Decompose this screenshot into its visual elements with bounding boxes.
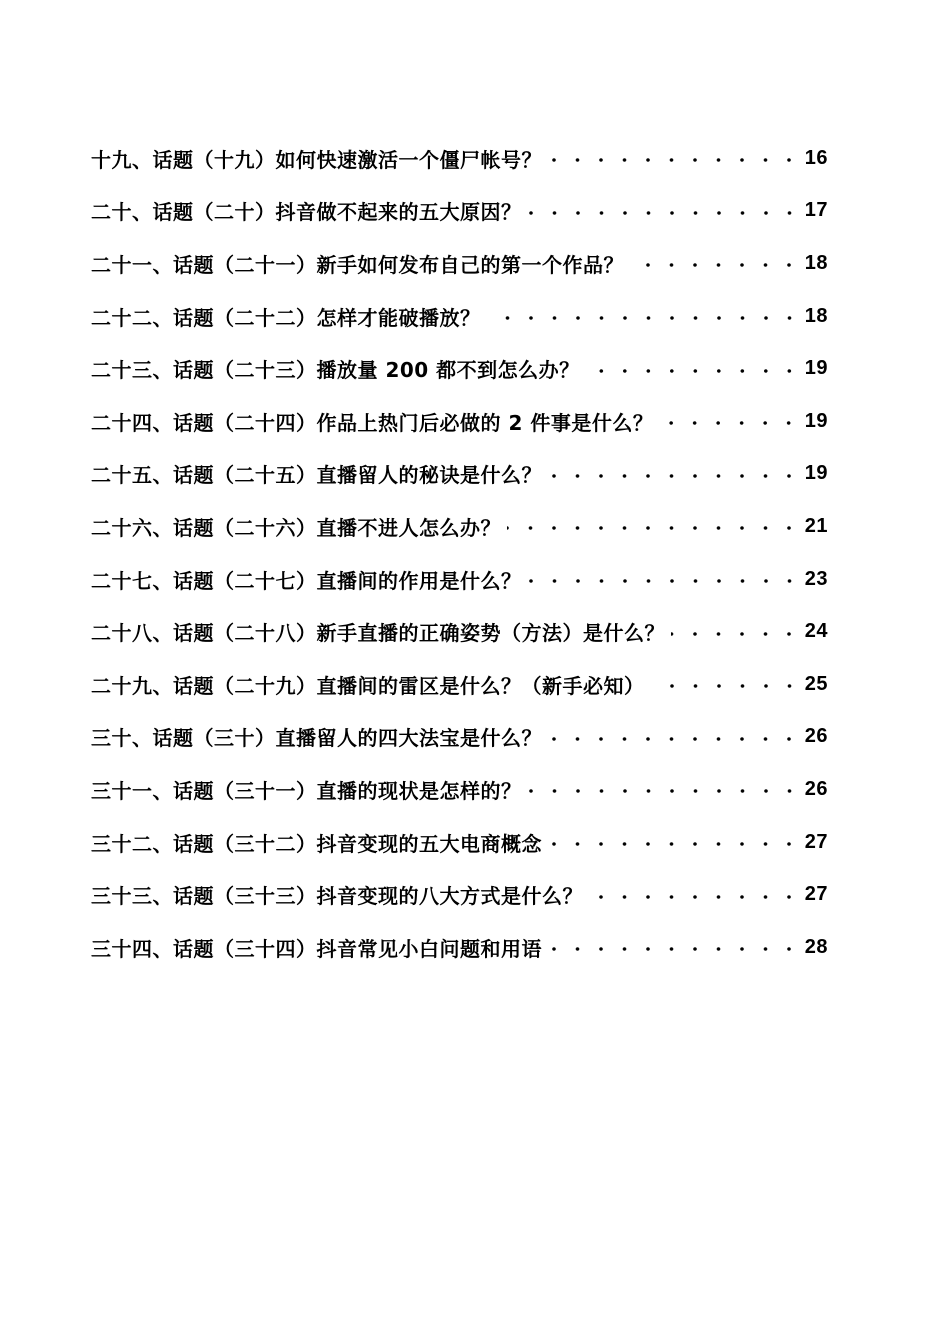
toc-entry-page: 27 [804, 830, 828, 853]
dot-leader [589, 895, 801, 899]
toc-entry-title: 二十一、话题（二十一）新手如何发布自己的第一个作品？ [91, 252, 624, 277]
toc-entry-title: 三十、话题（三十）直播留人的四大法宝是什么？ [91, 726, 542, 751]
toc-entry-title: 二十九、话题（二十九）直播间的雷区是什么？（新手必知） [91, 673, 645, 698]
toc-entry-page: 19 [804, 462, 828, 485]
toc-entry-page: 25 [804, 672, 828, 695]
toc-entry-page: 28 [804, 935, 828, 958]
toc-entry-title: 二十四、话题（二十四）作品上热门后必做的 2 件事是什么？ [91, 410, 654, 435]
dot-leader [548, 842, 801, 846]
toc-entry-title: 三十二、话题（三十二）抖音变现的五大电商概念 [91, 831, 542, 856]
toc-entry[interactable] [91, 711, 828, 764]
toc-entry-title: 二十三、话题（二十三）播放量 200 都不到怎么办？ [91, 358, 580, 383]
dot-leader [487, 316, 801, 320]
dot-leader [586, 369, 801, 373]
toc-entry-title: 二十五、话题（二十五）直播留人的秘诀是什么？ [91, 463, 542, 488]
toc-entry-page: 19 [804, 357, 828, 380]
dot-leader [548, 158, 801, 162]
toc-entry[interactable] [91, 553, 828, 606]
dot-leader [671, 632, 801, 636]
toc-entry[interactable] [91, 185, 828, 238]
toc-entry[interactable] [91, 605, 828, 658]
toc-entry[interactable] [91, 132, 828, 185]
toc-entry-page: 16 [804, 146, 828, 169]
toc-entry-page: 21 [804, 514, 828, 537]
toc-entry-page: 18 [804, 251, 828, 274]
toc-entry-page: 19 [804, 409, 828, 432]
dot-leader [548, 474, 801, 478]
toc-entry[interactable] [91, 658, 828, 711]
toc-entry-page: 26 [804, 777, 828, 800]
toc-entry-title: 二十、话题（二十）抖音做不起来的五大原因？ [91, 200, 522, 225]
dot-leader [651, 684, 801, 688]
toc-entry-page: 26 [804, 725, 828, 748]
dot-leader [528, 789, 801, 793]
dot-leader [528, 211, 801, 215]
dot-leader [630, 263, 801, 267]
toc-entry-page: 18 [804, 304, 828, 327]
toc-entry-title: 十九、话题（十九）如何快速激活一个僵尸帐号？ [91, 147, 542, 172]
dot-leader [659, 421, 800, 425]
toc-entry[interactable] [91, 868, 828, 921]
toc-entry-title: 三十一、话题（三十一）直播的现状是怎样的？ [91, 778, 522, 803]
toc-entry-page: 17 [804, 199, 828, 222]
toc-entry[interactable] [91, 237, 828, 290]
toc-entry[interactable] [91, 290, 828, 343]
toc-entry[interactable] [91, 500, 828, 553]
toc-entry[interactable] [91, 763, 828, 816]
toc-entry-title: 二十二、话题（二十二）怎样才能破播放？ [91, 305, 481, 330]
dot-leader [548, 947, 801, 951]
dot-leader [528, 579, 801, 583]
dot-leader [548, 737, 801, 741]
toc-entry-title: 三十四、话题（三十四）抖音常见小白问题和用语 [91, 936, 542, 961]
toc-entry[interactable] [91, 448, 828, 501]
toc-entry-page: 24 [804, 620, 828, 643]
toc-entry-page: 23 [804, 567, 828, 590]
toc-entry[interactable] [91, 921, 828, 974]
toc-entry-title: 二十八、话题（二十八）新手直播的正确姿势（方法）是什么？ [91, 621, 665, 646]
toc-entry-title: 二十七、话题（二十七）直播间的作用是什么？ [91, 568, 522, 593]
toc-entry-title: 二十六、话题（二十六）直播不进人怎么办？ [91, 515, 501, 540]
toc-entry[interactable] [91, 816, 828, 869]
table-of-contents [91, 132, 828, 974]
dot-leader [507, 526, 801, 530]
toc-entry[interactable] [91, 342, 828, 395]
toc-entry[interactable] [91, 395, 828, 448]
toc-entry-page: 27 [804, 883, 828, 906]
toc-entry-title: 三十三、话题（三十三）抖音变现的八大方式是什么？ [91, 884, 583, 909]
